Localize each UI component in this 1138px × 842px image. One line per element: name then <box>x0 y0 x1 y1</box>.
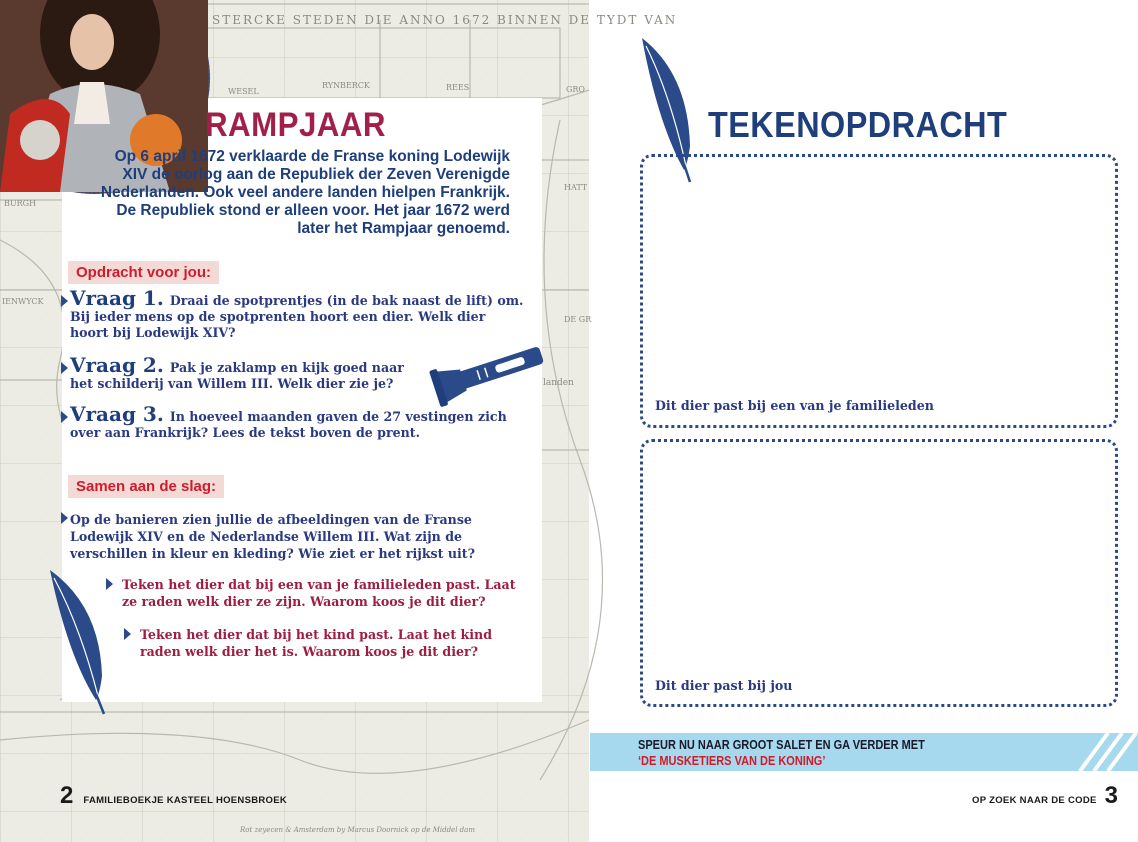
question-2-label: Vraag 2. <box>70 353 164 377</box>
map-label: HATT <box>564 183 588 192</box>
flashlight-icon <box>428 336 554 406</box>
assignment-label: Opdracht voor jou: <box>68 261 219 284</box>
task-1: Teken het dier dat bij een van je familieleden past. Laat ze raden welk dier ze zijn. Waarom koos je dit dier? <box>122 577 516 609</box>
banner-line-1: SPEUR NU NAAR GROOT SALET EN GA VERDER MET <box>638 738 925 752</box>
together-text: Op de banieren zien jullie de afbeeldingen van de Franse Lodewijk XIV en de Nederlandse Willem III. Wat zijn de verschillen in kleur en kleding? Wie ziet er het rijkst uit? <box>70 512 475 561</box>
question-3-label: Vraag 3. <box>70 402 164 426</box>
map-label: WESEL <box>228 87 259 96</box>
map-label: GRO <box>566 85 585 94</box>
question-1-label: Vraag 1. <box>70 286 164 310</box>
page-number-left: 2 <box>60 782 74 809</box>
map-label: RYNBERCK <box>322 81 370 90</box>
footer-right <box>972 782 1118 810</box>
banner-line-2: ‘DE MUSKETIERS VAN DE KONING’ <box>638 754 826 768</box>
drawing-box-family[interactable] <box>640 154 1118 428</box>
arrow-bullet-icon <box>61 362 68 374</box>
map-label: landen <box>543 378 574 388</box>
drawing-box-you[interactable] <box>640 439 1118 707</box>
page-title: RAMPJAAR <box>205 106 386 144</box>
intro-text: Op 6 april 1672 verklaarde de Franse koning Lodewijk XIV de oorlog aan de Republiek der Zeven Verenigde Nederlanden. Ook veel andere landen hielpen Frankrijk. De Republiek stond er alleen voor. Het jaar 1672 werd later het Rampjaar genoemd. <box>100 148 510 237</box>
arrow-bullet-icon <box>61 512 68 524</box>
question-3 <box>70 402 525 441</box>
banner-stripes-decoration <box>1062 733 1138 771</box>
map-label: REES <box>446 83 470 92</box>
map-label: IENWYCK <box>2 297 44 306</box>
page-number-right: 3 <box>1104 782 1118 809</box>
question-3-text: In hoeveel maanden gaven de 27 vestingen zich over aan Frankrijk? Lees de tekst boven de prent. <box>70 409 507 440</box>
together-label: Samen aan de slag: <box>68 475 224 498</box>
map-label: DE GR <box>564 315 592 324</box>
question-1 <box>70 286 525 341</box>
footer-left <box>60 782 287 810</box>
arrow-bullet-icon <box>124 628 131 640</box>
arrow-bullet-icon <box>106 578 113 590</box>
chapter-title: OP ZOEK NAAR DE CODE <box>972 795 1097 806</box>
drawing-title: TEKENOPDRACHT <box>708 104 1008 145</box>
map-header-text: STERCKE STEDEN DIE ANNO 1672 BINNEN DE TYDT VAN <box>212 13 678 27</box>
booklet-title: FAMILIEBOEKJE KASTEEL HOENSBROEK <box>83 795 288 806</box>
arrow-bullet-icon <box>61 411 68 423</box>
question-2 <box>70 353 430 392</box>
map-label: BURGH <box>4 199 37 208</box>
question-2-text: Pak je zaklamp en kijk goed naar het schilderij van Willem III. Welk dier zie je? <box>70 360 404 391</box>
drawing-box-family-caption: Dit dier past bij een van je familieleden <box>655 398 934 413</box>
map-imprint: Rot zeyecen & Amsterdam by Marcus Doornick op de Middel dam <box>240 826 475 834</box>
question-1-text: Draai de spotprentjes (in de bak naast de lift) om. Bij ieder mens op de spotprenten hoort een dier. Welk dier hoort bij Lodewijk XIV? <box>70 293 524 340</box>
arrow-bullet-icon <box>61 295 68 307</box>
task-2: Teken het dier dat bij het kind past. Laat het kind raden welk dier het is. Waarom koos je dit dier? <box>140 627 492 659</box>
drawing-box-you-caption: Dit dier past bij jou <box>655 678 793 693</box>
